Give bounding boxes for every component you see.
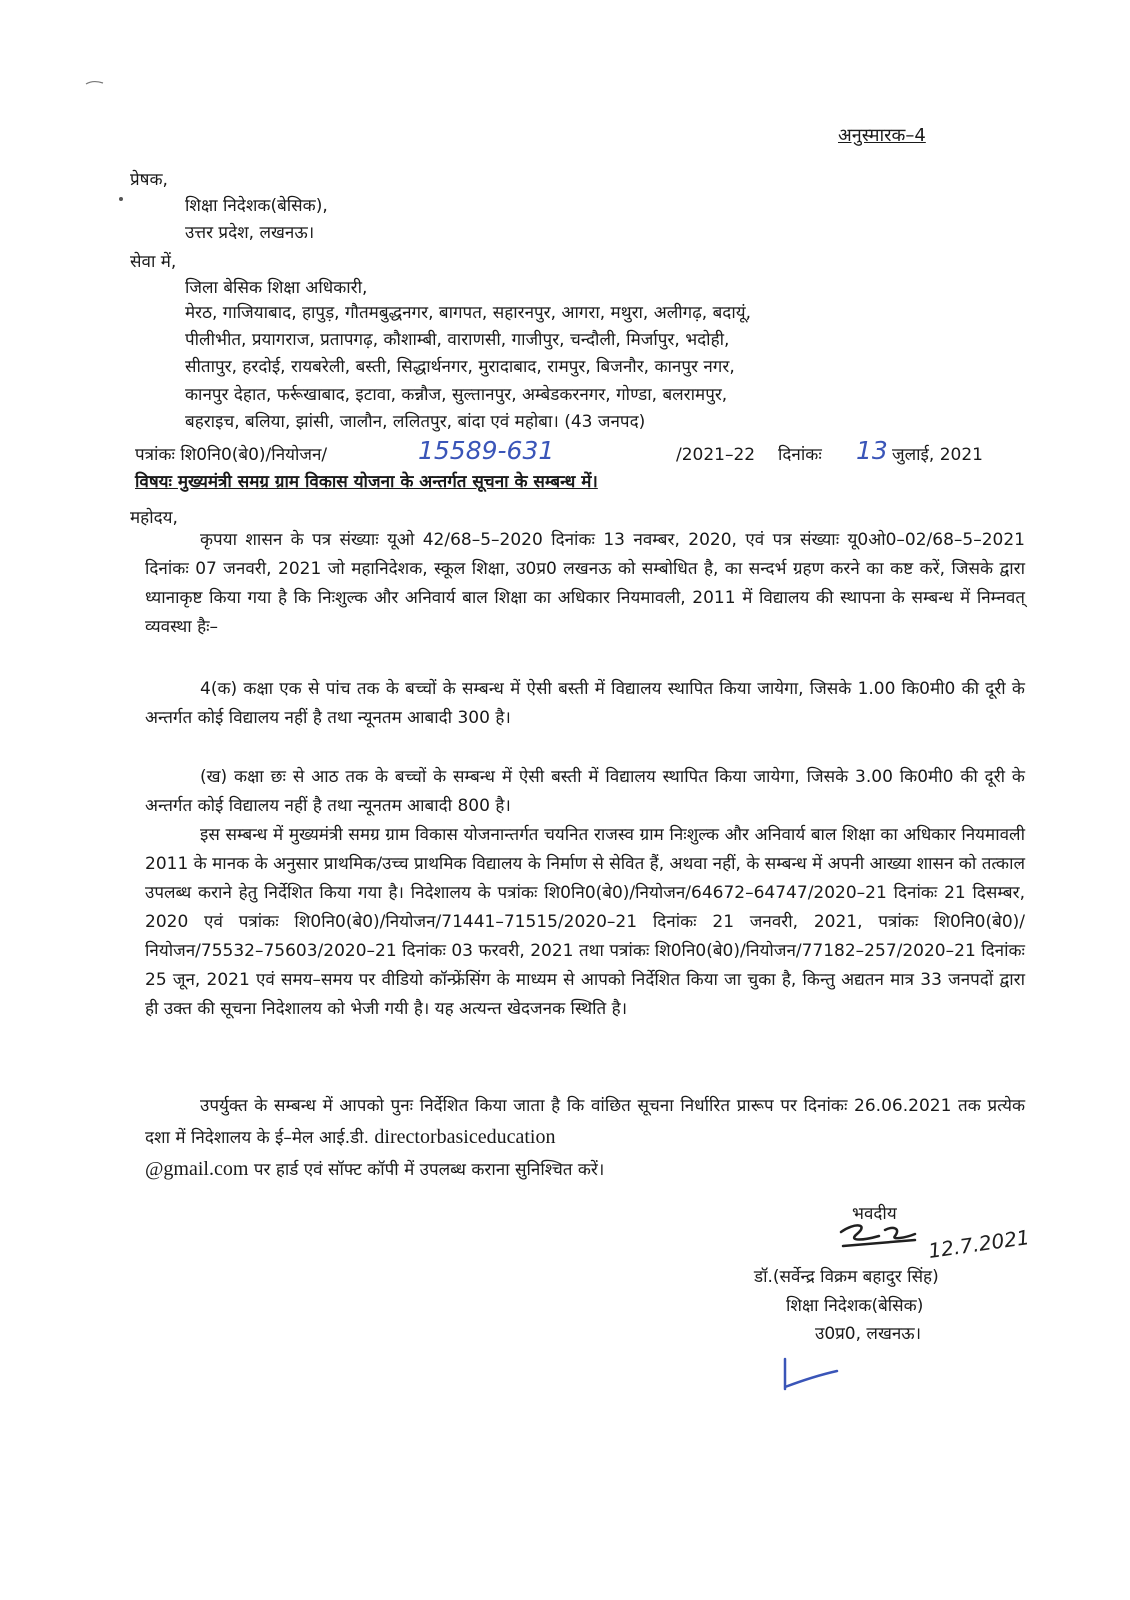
email-part-1: directorbasiceducation bbox=[374, 1126, 556, 1148]
district-line: मेरठ, गाजियाबाद, हापुड़, गौतमबुद्धनगर, बागपत, सहारनपुर, आगरा, मथुरा, अलीगढ़, बदायूं, bbox=[185, 303, 752, 323]
body-paragraph-1: कृपया शासन के पत्र संख्याः यूओ 42/68–5–2020 दिनांकः 13 नवम्बर, 2020, एवं पत्र संख्याः यू0ओ0–02/68–5–2021 दिनांकः 07 जनवरी, 2021 जो महानिदेशक, स्कूल शिक्षा, उ0प्र0 लखनऊ को सम्बोधित है, का सन्दर्भ ग्रहण करने का कष्ट करें, जिसके द्वारा ध्यानाकृष्ट किया गया है कि निःशुल्क और अनिवार्य बाल शिक्षा का अधिकार नियमावली, 2011 में विद्यालय की स्थापना के सम्बन्ध में निम्नवत् व्यवस्था हैः– bbox=[145, 530, 1025, 637]
email-part-2: @gmail.com bbox=[145, 1158, 249, 1180]
recipient-line-1: जिला बेसिक शिक्षा अधिकारी, bbox=[185, 278, 368, 298]
body-paragraph-2: 4(क) कक्षा एक से पांच तक के बच्चों के सम्बन्ध में ऐसी बस्ती में विद्यालय स्थापित किया जायेगा, जिसके 1.00 कि0मी0 की दूरी के अन्तर्गत कोई विद्यालय नहीं है तथा न्यूनतम आबादी 300 है। bbox=[145, 679, 1025, 728]
signatory-name: डॉ.(सर्वेन्द्र विक्रम बहादुर सिंह) bbox=[754, 1267, 939, 1287]
reference-prefix: पत्रांकः शि0नि0(बे0)/नियोजन/ bbox=[135, 445, 328, 465]
para5-text-a: उपर्युक्त के सम्बन्ध में आपको पुनः निर्देशित किया जाता है कि वांछित सूचना निर्धारित प्रारूप पर दिनांकः 26.06.2021 तक प्रत्येक दशा में निदेशालय के ई–मेल आई.डी. bbox=[145, 1096, 1025, 1148]
district-line: बहराइच, बलिया, झांसी, जालौन, ललितपुर, बांदा एवं महोबा। (43 जनपद) bbox=[185, 412, 646, 432]
salutation: महोदय, bbox=[130, 508, 178, 528]
handwritten-reference-number: 15589-631 bbox=[418, 436, 555, 465]
recipient-label: सेवा में, bbox=[130, 252, 177, 272]
closing-yours: भवदीय bbox=[852, 1204, 897, 1224]
district-line: सीतापुर, हरदोई, रायबरेली, बस्ती, सिद्धार्थनगर, मुरादाबाद, रामपुर, बिजनौर, कानपुर नगर, bbox=[185, 357, 735, 377]
reference-year: /2021–22 bbox=[676, 445, 756, 465]
handwritten-day: 13 bbox=[856, 436, 888, 465]
district-line: कानपुर देहात, फर्रूखाबाद, इटावा, कन्नौज, सुल्तानपुर, अम्बेडकरनगर, गोण्डा, बलरामपुर, bbox=[185, 385, 728, 405]
scan-dot-icon bbox=[118, 196, 124, 202]
signatory-place: उ0प्र0, लखनऊ। bbox=[815, 1324, 922, 1344]
sender-line-1: शिक्षा निदेशक(बेसिक), bbox=[185, 196, 328, 216]
initials-icon bbox=[775, 1355, 845, 1395]
subject-line: विषयः मुख्यमंत्री समग्र ग्राम विकास योजना के अन्तर्गत सूचना के सम्बन्ध में। bbox=[135, 472, 598, 492]
signatory-designation: शिक्षा निदेशक(बेसिक) bbox=[786, 1296, 924, 1316]
scan-speck-icon bbox=[85, 80, 105, 86]
sender-label: प्रेषक, bbox=[130, 170, 168, 190]
body-paragraph-3: (ख) कक्षा छः से आठ तक के बच्चों के सम्बन्ध में ऐसी बस्ती में विद्यालय स्थापित किया जायेगा, जिसके 3.00 कि0मी0 की दूरी के अन्तर्गत कोई विद्यालय नहीं है तथा न्यूनतम आबादी 800 है। bbox=[145, 767, 1025, 816]
date-label: दिनांकः bbox=[778, 445, 822, 465]
sender-line-2: उत्तर प्रदेश, लखनऊ। bbox=[185, 223, 315, 243]
body-paragraph-5 bbox=[145, 1091, 1025, 1186]
para5-text-b: पर हार्ड एवं सॉफ्ट कॉपी में उपलब्ध कराना सुनिश्चित करें। bbox=[253, 1160, 605, 1180]
body-paragraph-4: इस सम्बन्ध में मुख्यमंत्री समग्र ग्राम विकास योजनान्तर्गत चयनित राजस्व ग्राम निःशुल्क और अनिवार्य बाल शिक्षा का अधिकार नियमावली 2011 के मानक के अनुसार प्राथमिक/उच्च प्राथमिक विद्यालय के निर्माण से सेवित हैं, अथवा नहीं, के सम्बन्ध में अपनी आख्या शासन को तत्काल उपलब्ध कराने हेतु निर्देशित किया गया है। निदेशालय के पत्रांकः शि0नि0(बे0)/नियोजन/64672–64747/2020–21 दिनांकः 21 दिसम्बर, 2020 एवं पत्रांकः शि0नि0(बे0)/नियोजन/71441–71515/2020–21 दिनांकः 21 जनवरी, 2021, पत्रांकः शि0नि0(बे0)/नियोजन/75532–75603/2020–21 दिनांकः 03 फरवरी, 2021 तथा पत्रांकः शि0नि0(बे0)/नियोजन/77182–257/2020–21 दिनांकः 25 जून, 2021 एवं समय–समय पर वीडियो कॉन्फ्रेंसिंग के माध्यम से आपको निर्देशित किया जा चुका है, किन्तु अद्यतन मात्र 33 जनपदों द्वारा ही उक्त की सूचना निदेशालय को भेजी गयी है। यह अत्यन्त खेदजनक स्थिति है। bbox=[145, 825, 1025, 1019]
district-line: पीलीभीत, प्रयागराज, प्रतापगढ़, कौशाम्बी, वाराणसी, गाजीपुर, चन्दौली, मिर्जापुर, भदोही, bbox=[185, 330, 730, 350]
signature-icon bbox=[835, 1220, 925, 1260]
reminder-label: अनुस्मारक–4 bbox=[838, 125, 926, 146]
date-rest: जुलाई, 2021 bbox=[892, 445, 983, 465]
handwritten-signature-date: 12.7.2021 bbox=[926, 1225, 1031, 1263]
